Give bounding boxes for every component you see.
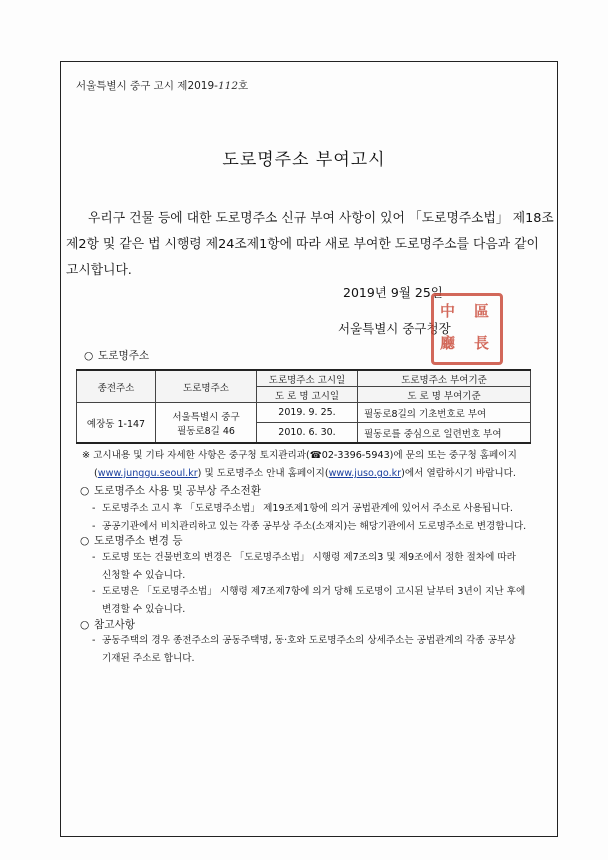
list-item: - 도로명은 「도로명주소법」 시행령 제7조제7항에 의거 당해 도로명이 고시된 날부터 3년이 지난 후에 변경할 수 있습니다. [92, 586, 526, 615]
notice-number-handwritten: 112 [217, 80, 238, 92]
official-seal: 中 區 廳 長 [431, 293, 503, 365]
list-item-text: 도로명 또는 건물번호의 변경은 「도로명주소법」 시행령 제7조의3 및 제9조에서 정한 절차에 따라 [102, 552, 516, 563]
note-paragraph: ※ 고시내용 및 기타 자세한 사항은 중구청 토지관리과(☎02-3396-5943)에 문의 또는 중구청 홈페이지 (www.junggu.seoul.kr) 및 도로명주소 안내 홈페이지(www.juso.go.kr)에서 열람하시기 바랍니다. [82, 450, 517, 479]
cell-road-address [156, 403, 257, 444]
road-address-line-1: 서울특별시 중구 [172, 411, 240, 423]
junggu-homepage-link[interactable]: www.junggu.seoul.kr [97, 468, 198, 479]
table-row [77, 403, 531, 423]
section-address-use [80, 483, 261, 498]
section-title: 도로명주소 사용 및 공부상 주소전환 [94, 485, 261, 497]
col-subheader-road-date: 도 로 명 고시일 [257, 387, 358, 403]
notice-date: 2019년 9월 25일 [343, 285, 443, 300]
list-item-text: 도로명주소 고시 후 「도로명주소법」 제19조제1항에 의거 공법관계에 있어서 주소로 사용됩니다. [102, 503, 513, 514]
address-table [76, 369, 531, 444]
list-item: - 도로명주소 고시 후 「도로명주소법」 제19조제1항에 의거 공법관계에 있어서 주소로 사용됩니다. [92, 503, 513, 514]
col-header-notice-date: 도로명주소 고시일 [257, 370, 358, 387]
col-subheader-road-criteria: 도 로 명 부여기준 [358, 387, 531, 403]
note-text-3: )에서 열람하시기 바랍니다. [401, 468, 516, 479]
section-marker: ○ [80, 485, 90, 497]
list-item: - 공동주택의 경우 종전주소의 공동주택명, 동·호와 도로명주소의 상세주소는 공법관계의 각종 공부상 기재된 주소로 합니다. [92, 635, 516, 664]
cell-notice-date: 2019. 9. 25. [257, 403, 358, 423]
section-address-change [80, 533, 183, 548]
document-title: 도로명주소 부여고시 [222, 150, 386, 170]
list-item-text-cont: 변경할 수 있습니다. [102, 604, 186, 615]
section-road-address [84, 348, 149, 363]
table-header-row [77, 370, 531, 387]
notice-number-prefix: 서울특별시 중구 고시 제2019- [76, 80, 218, 92]
notice-number-suffix: 호 [238, 80, 249, 92]
list-item-text-cont: 기재된 주소로 합니다. [102, 653, 195, 664]
cell-road-date: 2010. 6. 30. [257, 423, 358, 444]
list-item: - 공공기관에서 비치관리하고 있는 각종 공부상 주소(소재지)는 해당기관에서 도로명주소로 변경합니다. [92, 521, 527, 532]
note-text-2: ) 및 도로명주소 안내 홈페이지( [197, 468, 329, 479]
notice-number [76, 78, 248, 93]
notice-body [66, 206, 554, 284]
section-title: 참고사항 [94, 619, 135, 631]
body-line-2: 제2항 및 같은 법 시행령 제24조제1항에 따라 새로 부여한 도로명주소를 다음과 같이 [66, 237, 539, 252]
road-address-line-2: 필동로8길 46 [177, 425, 235, 437]
section-marker: ○ [84, 350, 94, 362]
cell-criteria: 필동로8길의 기초번호로 부여 [358, 403, 531, 423]
section-marker: ○ [80, 535, 90, 547]
section-title: 도로명주소 변경 등 [94, 535, 183, 547]
col-header-jibun: 종전주소 [77, 370, 156, 403]
section-marker: ○ [80, 619, 90, 631]
list-item-text: 공공기관에서 비치관리하고 있는 각종 공부상 주소(소재지)는 해당기관에서 도로명주소로 변경합니다. [102, 521, 527, 532]
col-header-criteria: 도로명주소 부여기준 [358, 370, 531, 387]
col-header-road: 도로명주소 [156, 370, 257, 403]
note-mark: ※ [82, 450, 91, 461]
list-item-text: 도로명은 「도로명주소법」 시행령 제7조제7항에 의거 당해 도로명이 고시된 날부터 3년이 지난 후에 [102, 586, 526, 597]
section-reference [80, 617, 135, 632]
cell-jibun: 예장동 1-147 [77, 403, 156, 444]
body-line-1: 우리구 건물 등에 대한 도로명주소 신규 부여 사항이 있어 「도로명주소법」 제18조 [88, 211, 554, 226]
list-item: - 도로명 또는 건물번호의 변경은 「도로명주소법」 시행령 제7조의3 및 제9조에서 정한 절차에 따라 신청할 수 있습니다. [92, 552, 516, 581]
list-item-text: 공동주택의 경우 종전주소의 공동주택명, 동·호와 도로명주소의 상세주소는 공법관계의 각종 공부상 [102, 635, 516, 646]
cell-road-criteria: 필동로를 중심으로 일련번호 부여 [358, 423, 531, 444]
issuer-name: 서울특별시 중구청장 [338, 321, 451, 336]
note-text-1: 고시내용 및 기타 자세한 사항은 중구청 토지관리과(☎02-3396-5943)에 문의 또는 중구청 홈페이지 [93, 450, 517, 461]
list-item-text-cont: 신청할 수 있습니다. [102, 570, 186, 581]
section-title: 도로명주소 [98, 350, 150, 362]
juso-homepage-link[interactable]: www.juso.go.kr [328, 468, 402, 479]
body-line-3: 고시합니다. [66, 263, 132, 278]
